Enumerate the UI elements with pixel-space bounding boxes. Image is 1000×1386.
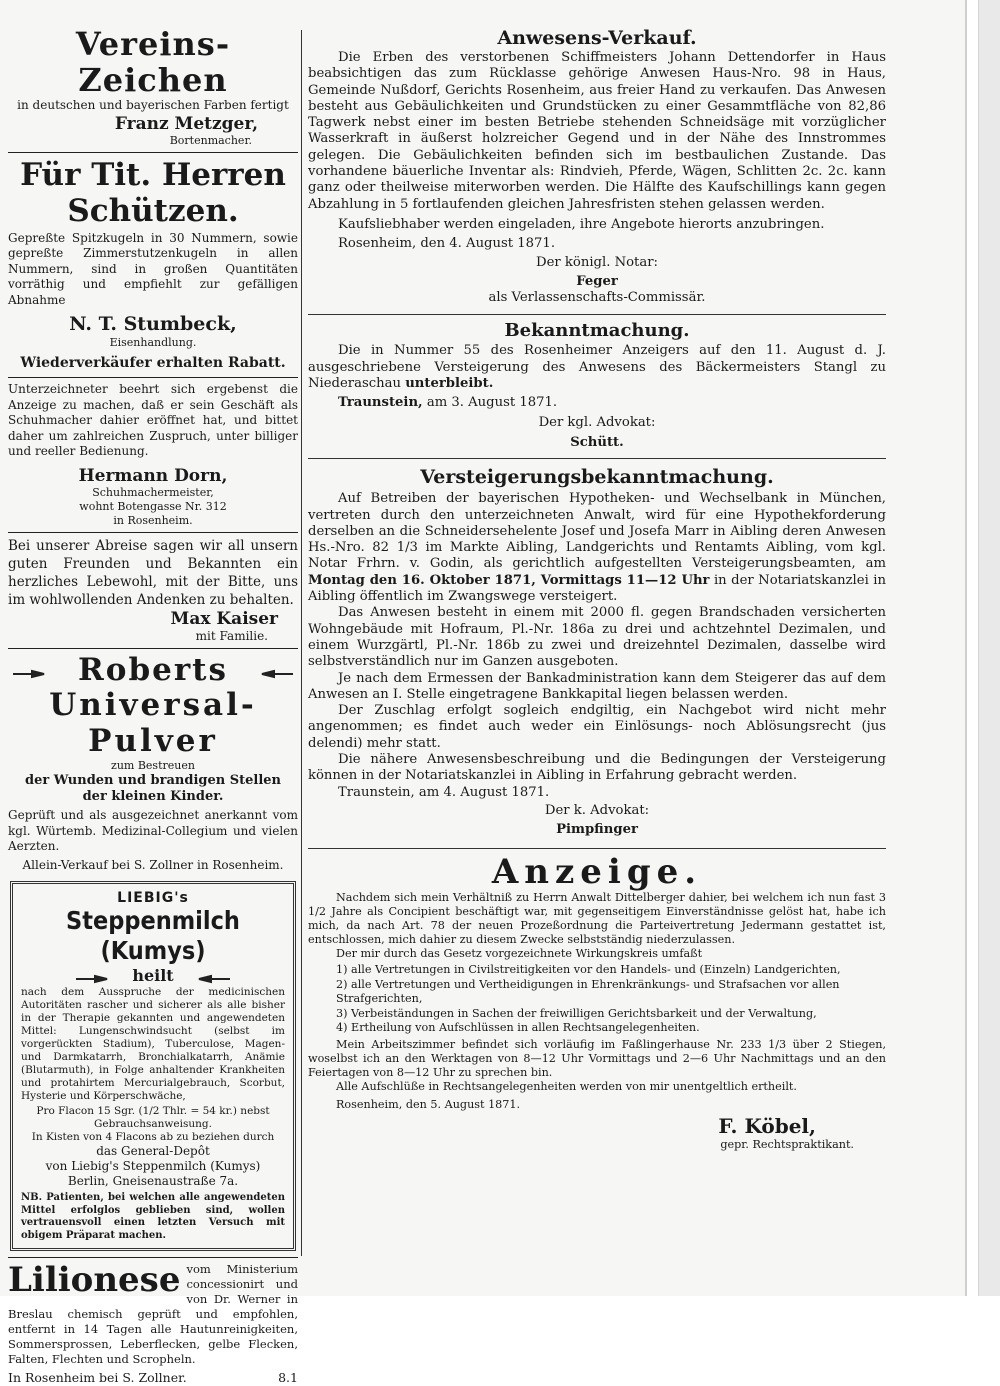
ad-advertiser-name: Franz Metzger, <box>114 113 258 134</box>
divider <box>8 1257 298 1258</box>
ad-advertiser-name: N. T. Stumbeck, <box>69 313 237 335</box>
notice-text: Kaufsliebhaber werden eingeladen, ihre Angebote hierorts anzubringen. <box>338 216 825 232</box>
notice-title: Anzeige. <box>491 852 703 893</box>
notice-place: Traunstein, <box>338 395 423 411</box>
ad-text: der kleinen Kinder. <box>82 789 224 804</box>
notice-title: Bekanntmachung. <box>504 320 690 342</box>
ad-note: Wiederverkäufer erhalten Rabatt. <box>20 355 286 371</box>
ad-text: Unterzeichneter beehrt sich ergebenst die Anzeige zu machen, daß er sein Geschäft als Schuhmacher dahier eröffnet hat, und bittet daher um zahlreichen Zuspruch, unter billiger und reeller Bedienung. <box>8 382 298 458</box>
notice-text: Auf Betreiben der bayerischen Hypotheken- und Wechselbank in München, vertreten durch den unterzeichneten Anwalt, wird für eine Hypothekforderung derselben an die Schneidersehelente Josef und Josefa Marr in Aibling deren Anwesen Hs.-Nro. 82 1/3 im Markte Aibling, Landgerichts und Rentamts Aibling, vom kgl. Notar Frhrn. v. Godin, als gerichtlich aufgestellten Versteigerungsbeamten, am <box>308 491 886 572</box>
ad-price: Pro Flacon 15 Sgr. (1/2 Thlr. = 54 kr.) nebst Gebrauchsanweisung. <box>36 1105 270 1130</box>
ad-address: wohnt Botengasse Nr. 312 <box>79 499 227 513</box>
page-edge-shadow <box>978 0 1000 1296</box>
divider <box>8 377 298 378</box>
notice-text-bold: unterbleibt. <box>405 376 494 392</box>
service-list <box>336 963 886 1036</box>
notice-title: Anwesens-Verkauf. <box>497 27 697 49</box>
right-column <box>308 26 886 1152</box>
ad-text: in deutschen und bayerischen Farben fertigt <box>17 98 289 112</box>
ad-liebig-box <box>10 881 296 1251</box>
ad-advertiser-name: Hermann Dorn, <box>78 465 228 486</box>
notice-signature: Schütt. <box>570 434 624 450</box>
notice-text: Die nähere Anwesensbeschreibung und die Bedingungen der Versteigerung können in der Notariatskanzlei in Aibling in Erfahrung gebracht werden. <box>308 751 886 784</box>
ad-advertiser-name: Max Kaiser <box>170 608 278 629</box>
ad-dorn <box>8 382 298 528</box>
notice-text: Der mir durch das Gesetz vorgezeichnete Wirkungskreis umfaßt <box>336 947 703 961</box>
ad-text: nach dem Ausspruche der medicinischen Autoritäten rascher und sicherer als alle bisher in der Therapie gekannten und angewendeten Mittel: Lungenschwindsucht (selbst im vorgerückten Stadium), Tuberculose, Magen- und Darmkatarrh, Bronchialkatarrh, Anämie (Blutarmuth), in Folge anhaltender Krankheiten und protahirtem Mercurialgebrauch, Scorbut, Hysterie und Körperschwäche, <box>21 986 285 1102</box>
ad-sale: Allein-Verkauf bei S. Zollner in Rosenheim. <box>22 857 284 872</box>
pointing-hand-icon <box>12 665 46 677</box>
ad-note: NB. Patienten, bei welchen alle angewendeten Mittel erfolglos geblieben sind, wollen vertrauensvoll einen letzten Versuch mit obigem Präparat machen. <box>21 1192 285 1241</box>
notice-text: Alle Aufschlüße in Rechtsangelegenheiten werden von mir unentgeltlich ertheilt. <box>336 1079 797 1093</box>
ad-text: vom Ministerium concessionirt und von Dr. Werner in Breslau chemisch geprüft und empfohlen, entfernt in 14 Tagen alle Hautunreinigkeiten, Sommersprossen, Leberflecken, gelbe Flecken, Falten, Flechten und Scropheln. <box>8 1262 298 1366</box>
ad-text: Geprüft und als ausgezeichnet anerkannt vom kgl. Würtemb. Medizinal-Collegium und vielen Aerzten. <box>8 808 298 853</box>
list-item: 1) alle Vertretungen in Civilstreitigkeiten vor den Handels- und (Einzeln) Landgerichten, <box>336 963 841 977</box>
divider <box>8 152 298 153</box>
notice-text: in der Notariatskanzlei in Aibling öffentlich im Zwangswege versteigert. <box>308 572 886 605</box>
list-item: 3) Verbeiständungen in Sachen der freiwilligen Gerichtsbarkeit und der Verwaltung, <box>336 1006 817 1020</box>
list-item: 4) Ertheilung von Aufschlüssen in allen Rechtsangelegenheiten. <box>336 1021 700 1035</box>
notice-title: Versteigerungsbekanntmachung. <box>420 466 774 489</box>
divider <box>308 458 886 459</box>
ad-title: Vereins-Zeichen <box>75 25 231 99</box>
ad-sale: In Rosenheim bei S. Zollner. <box>8 1370 187 1385</box>
notice-office: Der k. Advokat: <box>544 802 650 818</box>
ad-depot: Berlin, Gneisenaustraße 7a. <box>67 1174 239 1188</box>
ad-subtitle: Universal-Pulver <box>49 687 257 759</box>
ad-text: In Kisten von 4 Flacons ab zu beziehen durch <box>31 1131 275 1143</box>
notice-office: Der königl. Notar: <box>536 254 658 270</box>
page-edge <box>965 0 967 1296</box>
notice-text: Das Anwesen besteht in einem mit 2000 fl. gegen Brandschaden versicherten Wohngebäude mit Hofraum, Pl.-Nr. 186a zu drei und achtzehntel Dezimalen, und einem Wurzgärtl, Pl.-Nr. 186b zu zwei und dreizehntel Dezimalen, dasselbe wird selbstverständlich nur im Ganzen ausgeboten. <box>308 605 886 670</box>
notice-date: Rosenheim, den 4. August 1871. <box>338 236 556 252</box>
ad-advertiser-role: Schuhmachermeister, <box>92 485 214 499</box>
notice-role: als Verlassenschafts-Commissär. <box>488 290 706 306</box>
notice-text: Die Erben des verstorbenen Schiffmeisters Johann Dettendorfer in Haus beabsichtigen das zum Rücklasse gehörige Anwesen Haus-Nro. 98 in Haus, Gemeinde Nußdorf, Gerichts Rosenheim, aus freier Hand zu verkaufen. Das Anwesen besteht aus Gebäulichkeiten und Grundstücken zu einer Gesammtfläche von 82,86 Tagwerk nebst einer im besten Betriebe stehenden Schneidsäge mit vorzüglicher Wasserkraft in äußerst holzreicher Gegend und in der Nähe des Innstrommes gelegen. Die Gebäulichkeiten befinden sich im bestbaulichen Zustande. Das vorhandene bäuerliche Inventar als: Rindvieh, Pferde, Wägen, Schlitten 2c. 2c. kann ganz oder theilweise miterworben werden. Die Hälfte des Kaufschillings kann gegen Abzahlung in 5 fortlaufenden gleichen Jahresfristen stehen gelassen werden. <box>308 50 886 212</box>
ad-subtitle: Steppenmilch (Kumys) <box>66 906 240 965</box>
divider <box>308 848 886 849</box>
ad-number: 8.1 <box>278 1370 298 1385</box>
ad-lilionese <box>8 1262 298 1386</box>
divider <box>308 314 886 315</box>
notice-signature: Pimpfinger <box>556 822 638 838</box>
ad-depot: das General-Depôt <box>96 1144 210 1158</box>
notice-role: gepr. Rechtspraktikant. <box>720 1137 854 1151</box>
divider <box>8 648 298 649</box>
ad-advertiser-sub: mit Familie. <box>195 628 268 643</box>
notice-anwesens-verkauf <box>308 26 886 306</box>
notice-text: Je nach dem Ermessen der Bankadministration kann dem Steigerer das auf dem Anwesen an I. Stelle eingetragene Bankkapital liegen belassen werden. <box>308 670 886 702</box>
list-item: 2) alle Vertretungen und Vertheidigungen in Ehrenkränkungs- und Strafsachen vor allen Strafgerichten, <box>336 977 840 1006</box>
notice-text: Die in Nummer 55 des Rosenheimer Anzeigers auf den 11. August d. J. ausgeschriebene Versteigerung des Anwesens des Bäckermeisters Stangl zu Niederaschau <box>308 343 886 392</box>
notice-signature: Feger <box>576 273 618 289</box>
ad-text: Bei unserer Abreise sagen wir all unsern guten Freunden und Bekannten ein herzliches Lebewohl, mit der Bitte, uns im wohlwollenden Andenken zu behalten. <box>8 537 298 608</box>
notice-date: Rosenheim, den 5. August 1871. <box>336 1097 521 1111</box>
notice-date: am 3. August 1871. <box>426 395 558 411</box>
divider <box>8 532 298 533</box>
notice-anzeige <box>308 853 886 1152</box>
ad-title: Lilionese <box>8 1260 181 1300</box>
ad-text: der Wunden und brandigen Stellen <box>24 773 281 788</box>
ad-title: Für Tit. Herren Schützen. <box>20 156 286 229</box>
ad-text: zum Bestreuen <box>111 759 195 772</box>
notice-text: Nachdem sich mein Verhältniß zu Herrn Anwalt Dittelberger dahier, bei welchem ich nun fast 3 1/2 Jahre als Concipient beschäftigt war, mit gegenseitigem Einverständnisse gelöst hat, habe ich mich, da nach Art. 78 der neuen Prozeßordnung die Parteivertretung Jedermann gestattet ist, entschlossen, mich dahier zu diesem Zwecke selbstständig niederzulassen. <box>308 891 886 947</box>
pointing-hand-icon <box>260 665 294 677</box>
ad-kaiser <box>8 537 298 645</box>
ad-advertiser-role: Eisenhandlung. <box>109 336 197 349</box>
notice-bekanntmachung <box>308 319 886 451</box>
pointing-hand-icon <box>197 970 231 982</box>
notice-date: Traunstein, am 4. August 1871. <box>338 784 550 800</box>
column-divider <box>301 30 302 1256</box>
notice-office: Der kgl. Advokat: <box>538 414 656 430</box>
notice-text: Mein Arbeitszimmer befindet sich vorläufig im Faßlingerhause Nr. 233 1/3 über 2 Stiegen, woselbst ich an den Werktagen von 8—12 Uhr Vormittags und 2—6 Uhr Nachmittags und an den Feiertagen von 8—12 Uhr zu sprechen bin. <box>308 1037 886 1079</box>
ad-heilt: heilt <box>132 966 174 985</box>
ad-vereins-zeichen <box>8 26 298 148</box>
left-column <box>8 26 298 1386</box>
ad-roberts <box>8 653 298 873</box>
ad-advertiser-role: Bortenmacher. <box>169 133 252 147</box>
ad-title: Roberts <box>78 652 228 688</box>
notice-signature: F. Köbel, <box>718 1113 816 1138</box>
ad-depot: von Liebig's Steppenmilch (Kumys) <box>45 1159 261 1173</box>
ad-title: LIEBIG's <box>117 890 189 906</box>
ad-address: in Rosenheim. <box>113 513 193 527</box>
notice-text-bold: Montag den 16. Oktober 1871, Vormittags 11—12 Uhr <box>308 572 710 588</box>
pointing-hand-icon <box>75 970 109 982</box>
notice-text: Der Zuschlag erfolgt sogleich endgiltig, ein Nachgebot wird nicht mehr angenommen; es findet auch weder ein Einlösungs- noch Ablösungsrecht (jus delendi) mehr statt. <box>308 703 886 751</box>
notice-versteigerung <box>308 465 886 838</box>
ad-text: Gepreßte Spitzkugeln in 30 Nummern, sowie gepreßte Zimmerstutzenkugeln in allen Nummern, sind in großen Quantitäten vorräthig und empfiehlt zur gefälligen Abnahme <box>8 230 298 307</box>
ad-schuetzen <box>8 157 298 374</box>
